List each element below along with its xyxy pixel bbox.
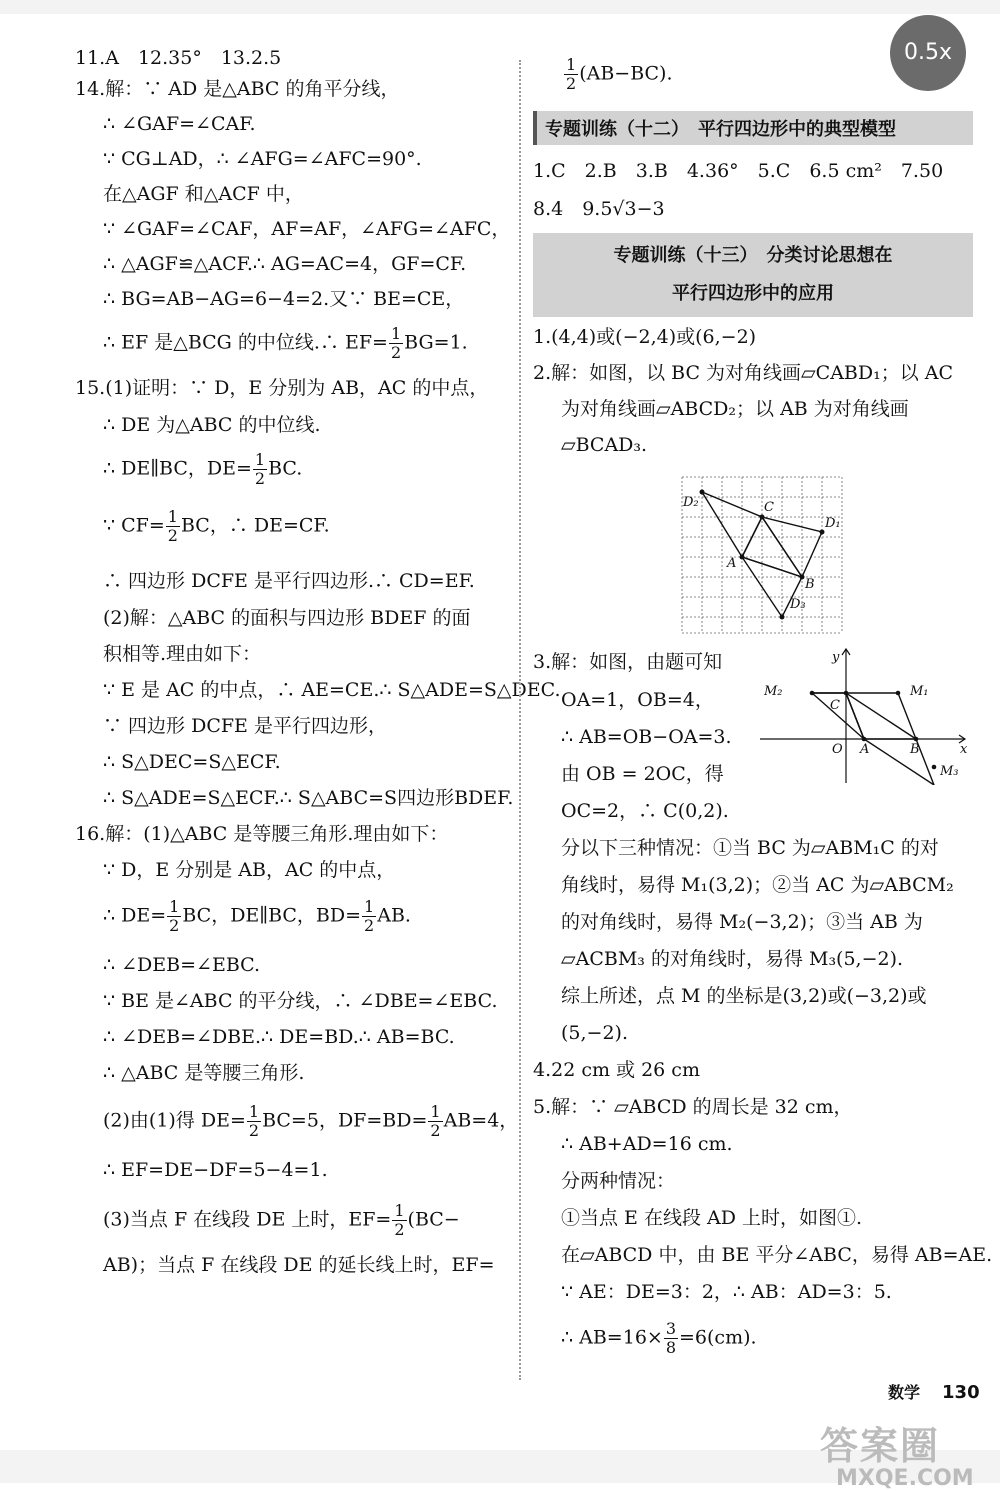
q3-line: 分以下三种情况：①当 BC 为▱ABM₁C 的对 xyxy=(561,837,939,859)
q15-line: ∵ E 是 AC 的中点，∴ AE=CE.∴ S△ADE=S△DEC. xyxy=(103,679,561,701)
q16-line: ∴ EF=DE−DF=5−4=1. xyxy=(103,1159,328,1181)
text: ∴ AB=16× xyxy=(561,1326,663,1349)
q3-line: ▱ACBM₃ 的对角线时，易得 M₃(5,−2). xyxy=(561,948,904,970)
label-c: C xyxy=(830,698,840,713)
q5-line: 5.解：∵ ▱ABCD 的周长是 32 cm， xyxy=(533,1096,853,1118)
q3-line: 的对角线时，易得 M₂(−3,2)；③当 AB 为 xyxy=(561,911,923,933)
q2-line: 为对角线画▱ABCD₂；以 AB 为对角线画 xyxy=(561,398,909,420)
label-x: x xyxy=(960,742,968,757)
label-b: B xyxy=(805,577,815,592)
watermark-url: MXQE.COM xyxy=(836,1466,974,1491)
label-b: B xyxy=(910,742,920,757)
text: ∵ CF= xyxy=(103,514,165,537)
text: (BC− xyxy=(407,1208,460,1231)
denominator: 2 xyxy=(169,916,180,935)
text: (AB−BC). xyxy=(579,62,673,85)
top-strip xyxy=(0,0,1000,14)
zoom-badge[interactable]: 0.5x xyxy=(890,15,966,91)
q15-line: ∴ 四边形 DCFE 是平行四边形.∴ CD=EF. xyxy=(103,570,475,592)
q16-line: ∵ D，E 分别是 AB，AC 的中点， xyxy=(103,859,396,881)
text: BC=5，DF=BD= xyxy=(262,1109,428,1132)
q3-line: (5,−2). xyxy=(561,1022,629,1044)
label-d1: D₁ xyxy=(825,516,841,531)
q15-line: 积相等.理由如下： xyxy=(103,643,262,665)
q16-line: ∴ ∠DEB=∠EBC. xyxy=(103,954,261,976)
text: BC，∴ DE=CF. xyxy=(180,514,330,537)
q14-line: ∴ ∠GAF=∠CAF. xyxy=(103,113,256,135)
label-m1: M₁ xyxy=(910,684,929,699)
q3-line: 3.解：如图，由题可知 xyxy=(533,651,723,673)
denominator: 2 xyxy=(566,74,577,93)
label-d3: D₃ xyxy=(790,597,806,612)
q14-line: 在△AGF 和△ACF 中， xyxy=(103,183,304,205)
denominator: 2 xyxy=(390,343,402,362)
text: BC，DE∥BC，BD= xyxy=(182,904,362,927)
label-d2: D₂ xyxy=(683,495,699,510)
q15-line: (2)解：△ABC 的面积与四边形 BDEF 的面 xyxy=(103,607,471,629)
fraction xyxy=(362,898,376,935)
section-banner-12: 专题训练（十二） 平行四边形中的典型模型 xyxy=(533,111,973,145)
q14-line: ∵ CG⊥AD，∴ ∠AFG=∠AFC=90°. xyxy=(103,148,422,170)
q16-line: ∵ BE 是∠ABC 的平分线，∴ ∠DBE=∠EBC. xyxy=(103,990,498,1012)
q5-line: ∴ AB+AD=16 cm. xyxy=(561,1133,733,1155)
q3-line: 角线时，易得 M₁(3,2)；②当 AC 为▱ABCM₂ xyxy=(561,874,954,896)
fraction xyxy=(428,1103,442,1140)
banner-line: 平行四边形中的应用 xyxy=(672,283,834,304)
q5-line xyxy=(533,1320,973,1357)
q5-line: 分两种情况： xyxy=(561,1170,676,1192)
q2-line: 2.解：如图，以 BC 为对角线画▱CABD₁；以 AC xyxy=(533,362,954,384)
q14-line: ∴ BG=AB−AG=6−4=2.又∵ BE=CE， xyxy=(103,288,465,310)
text: (3)当点 F 在线段 DE 上时，EF= xyxy=(103,1208,392,1231)
label-m2: M₂ xyxy=(764,684,783,699)
watermark xyxy=(820,1415,974,1491)
page-footer xyxy=(888,1380,980,1403)
denominator: 2 xyxy=(430,1121,441,1140)
denominator: 2 xyxy=(254,469,266,488)
q3-line: ∴ AB=OB−OA=3. xyxy=(561,726,732,748)
right-column xyxy=(533,46,973,457)
q16-line xyxy=(75,1102,519,1140)
answer-4: 4.22 cm 或 26 cm xyxy=(533,1059,700,1081)
answers-1-7: 1.C 2.B 3.B 4.36° 5.C 6.5 cm² 7.50 xyxy=(533,160,944,182)
grid-figure xyxy=(680,475,845,635)
fraction xyxy=(392,1202,406,1239)
label-a: A xyxy=(727,556,737,571)
label-c: C xyxy=(764,500,774,515)
q15-line xyxy=(75,508,515,545)
text: ∴ EF 是△BCG 的中位线.∴ EF= xyxy=(103,331,388,354)
q14-line: ∵ ∠GAF=∠CAF，AF=AF，∠AFG=∠AFC， xyxy=(103,218,511,240)
q16-line xyxy=(75,898,515,935)
q14-line: ∴ △AGF≌△ACF.∴ AG=AC=4，GF=CF. xyxy=(103,253,467,275)
denominator: 8 xyxy=(665,1338,677,1357)
left-column xyxy=(75,46,561,1277)
q3-line: 综上所述，点 M 的坐标是(3,2)或(−3,2)或 xyxy=(561,985,927,1007)
text: BC. xyxy=(268,457,303,480)
q15-line: ∵ 四边形 DCFE 是平行四边形， xyxy=(103,715,387,737)
numerator: 1 xyxy=(167,507,178,526)
answer-1: 1.(4,4)或(−2,4)或(6,−2) xyxy=(533,326,757,348)
denominator: 2 xyxy=(167,526,178,545)
text: AB. xyxy=(377,904,411,927)
numerator: 1 xyxy=(566,55,577,74)
numerator: 1 xyxy=(364,897,375,916)
label-m3: M₃ xyxy=(940,764,959,779)
vertex-dots xyxy=(810,691,937,770)
fraction xyxy=(564,56,578,93)
numerator: 1 xyxy=(248,1102,260,1121)
label-y: y xyxy=(832,650,840,665)
q16-line: ∴ △ABC 是等腰三角形. xyxy=(103,1062,305,1084)
fraction xyxy=(664,1320,678,1357)
fraction xyxy=(253,451,267,488)
q3-line: 由 OB = 2OC，得 xyxy=(561,763,724,785)
text: AB=4， xyxy=(443,1109,519,1132)
numerator: 1 xyxy=(254,450,266,469)
continued-line xyxy=(533,56,973,93)
text: ∴ DE= xyxy=(103,904,167,927)
q3-line: OC=2，∴ C(0,2). xyxy=(561,800,729,822)
denominator: 2 xyxy=(364,916,375,935)
answers-11-13: 11.A 12.35° 13.2.5 xyxy=(75,47,282,69)
numerator: 3 xyxy=(665,1319,677,1338)
q15-line xyxy=(75,451,515,488)
q16-line: ∴ ∠DEB=∠DBE.∴ DE=BD.∴ AB=BC. xyxy=(103,1026,455,1048)
q5-line: ∵ AE：DE=3：2，∴ AB：AD=3：5. xyxy=(561,1281,892,1303)
numerator: 1 xyxy=(430,1102,441,1121)
subject-label: 数学 xyxy=(888,1383,921,1402)
answers-8-9: 8.4 9.5√3−3 xyxy=(533,198,665,220)
q2-line: ▱BCAD₃. xyxy=(561,434,648,456)
watermark-logo: 答案圈 xyxy=(820,1424,941,1468)
label-a: A xyxy=(860,742,870,757)
q15-line: ∴ S△DEC=S△ECF. xyxy=(103,751,281,773)
fraction xyxy=(389,325,403,362)
q16-line: AB)；当点 F 在线段 DE 的延长线上时，EF= xyxy=(103,1254,495,1276)
numerator: 1 xyxy=(169,897,180,916)
denominator: 2 xyxy=(248,1121,260,1140)
axes xyxy=(760,649,965,783)
fraction xyxy=(247,1103,261,1140)
q5-line: 在▱ABCD 中，由 BE 平分∠ABC，易得 AB=AE. xyxy=(561,1244,993,1266)
fraction xyxy=(167,898,181,935)
q3-line: OA=1，OB=4， xyxy=(561,689,714,711)
section-banner-13 xyxy=(533,233,973,317)
text: ∴ DE∥BC，DE= xyxy=(103,457,252,480)
q14-line xyxy=(75,325,515,362)
denominator: 2 xyxy=(394,1220,405,1239)
q14-line: 14.解：∵ AD 是△ABC 的角平分线， xyxy=(75,78,400,100)
grid-lines xyxy=(682,477,842,633)
q16-line: 16.解：(1)△ABC 是等腰三角形.理由如下： xyxy=(75,823,449,845)
q5-line: ①当点 E 在线段 AD 上时，如图①. xyxy=(561,1207,863,1229)
q15-line: 15.(1)证明：∵ D，E 分别为 AB，AC 的中点， xyxy=(75,377,489,399)
text: (2)由(1)得 DE= xyxy=(103,1109,246,1132)
label-o: O xyxy=(832,742,843,757)
text: BG=1. xyxy=(404,331,468,354)
banner-line: 专题训练（十三） 分类讨论思想在 xyxy=(613,245,893,266)
page-number: 130 xyxy=(942,1382,980,1403)
numerator: 1 xyxy=(390,324,402,343)
column-divider xyxy=(519,60,521,1380)
q15-line: ∴ S△ADE=S△ECF.∴ S△ABC=S四边形BDEF. xyxy=(103,787,514,809)
coordinate-figure xyxy=(760,645,975,785)
text: =6(cm). xyxy=(679,1326,757,1349)
q15-line: ∴ DE 为△ABC 的中位线. xyxy=(103,414,321,436)
q16-line xyxy=(75,1202,515,1239)
numerator: 1 xyxy=(394,1201,405,1220)
fraction xyxy=(166,508,180,545)
